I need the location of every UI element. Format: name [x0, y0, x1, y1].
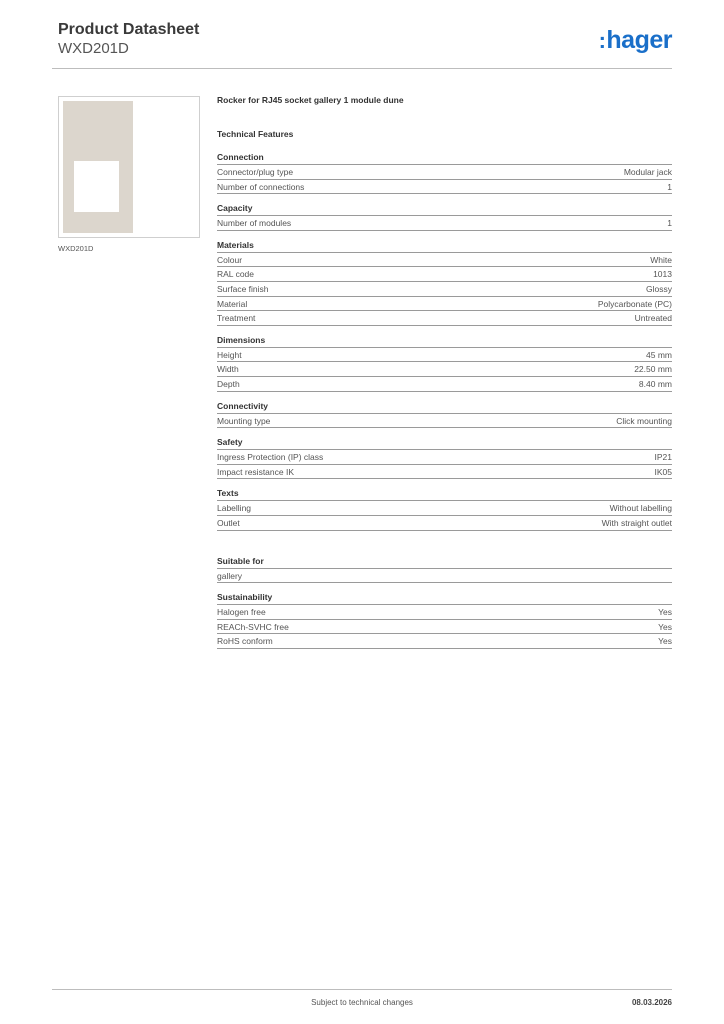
product-code: WXD201D: [58, 40, 129, 57]
spec-label: Treatment: [217, 313, 256, 324]
spec-row: [217, 605, 672, 620]
spec-value: Polycarbonate (PC): [597, 298, 672, 309]
spec-label: Connector/plug type: [217, 167, 294, 177]
spec-value: Glossy: [646, 283, 672, 294]
spec-label: RAL code: [217, 269, 255, 280]
spec-label: Halogen free: [217, 607, 266, 618]
spec-sections: [217, 151, 672, 649]
hager-logo: :hager: [598, 26, 672, 54]
spec-row: [217, 253, 672, 268]
section-title: Safety: [217, 436, 672, 450]
spec-row: [217, 516, 672, 531]
footer-date: 08.03.2026: [631, 998, 672, 1007]
spec-section: [217, 334, 672, 392]
header-divider: [52, 68, 672, 69]
spec-row: [217, 165, 672, 180]
spec-label: REACh-SVHC free: [217, 621, 289, 632]
spec-row: [217, 450, 672, 465]
spec-section: [217, 555, 672, 584]
section-title: Suitable for: [217, 555, 672, 569]
spec-value: With straight outlet: [601, 517, 672, 528]
product-name: Rocker for RJ45 socket gallery 1 module dune: [217, 95, 404, 105]
spec-label: RoHS conform: [217, 636, 273, 647]
logo-text: hager: [606, 26, 672, 54]
spec-value: Modular jack: [623, 167, 672, 177]
technical-features-title: Technical Features: [217, 129, 294, 139]
spec-label: Mounting type: [217, 415, 271, 426]
spec-section: [217, 239, 672, 326]
spec-value: IP21: [654, 452, 672, 463]
spec-section: [217, 487, 672, 530]
section-title: Capacity: [217, 202, 672, 216]
spec-label: Outlet: [217, 517, 240, 528]
page-title: Product Datasheet: [58, 21, 200, 38]
spec-label: Depth: [217, 378, 240, 389]
spec-row: [217, 634, 672, 649]
spec-row: [217, 282, 672, 297]
spec-value: Click mounting: [616, 415, 672, 426]
spec-row: [217, 180, 672, 195]
spec-row: [217, 216, 672, 231]
spec-section: [217, 202, 672, 231]
spec-value: 1: [667, 218, 672, 229]
spec-value: Yes: [658, 621, 672, 632]
section-title: Sustainability: [217, 591, 672, 605]
spec-label: Impact resistance IK: [217, 466, 295, 477]
spec-section: [217, 151, 672, 194]
spec-row: [217, 311, 672, 326]
spec-section: [217, 400, 672, 429]
spec-row: [217, 297, 672, 312]
spec-value: 22.50 mm: [634, 364, 672, 375]
spec-label: Width: [217, 364, 239, 375]
page-header: [58, 20, 199, 58]
section-title: Connection: [217, 151, 672, 165]
spec-section: [217, 436, 672, 479]
spec-label: Surface finish: [217, 283, 269, 294]
product-plate-image: [63, 101, 133, 233]
spec-value: 1: [667, 181, 672, 192]
footer-note: Subject to technical changes: [311, 998, 413, 1007]
spec-value: 8.40 mm: [638, 378, 672, 389]
spec-row: [217, 569, 672, 584]
spec-value: Yes: [658, 636, 672, 647]
spec-row: [217, 362, 672, 377]
spec-label: Number of modules: [217, 218, 292, 229]
spec-label: gallery: [217, 570, 243, 581]
section-title: Dimensions: [217, 334, 672, 348]
spec-value: Yes: [658, 607, 672, 618]
image-caption: WXD201D: [58, 244, 94, 253]
section-gap: [217, 531, 672, 547]
spec-value: White: [650, 254, 672, 265]
spec-value: 45 mm: [646, 349, 672, 360]
spec-label: Colour: [217, 254, 243, 265]
spec-label: Labelling: [217, 503, 252, 514]
spec-value: IK05: [654, 466, 672, 477]
section-title: Materials: [217, 239, 672, 253]
spec-label: Ingress Protection (IP) class: [217, 452, 324, 463]
footer-divider: [52, 989, 672, 990]
spec-row: [217, 620, 672, 635]
spec-row: [217, 348, 672, 363]
spec-label: Material: [217, 298, 248, 309]
spec-row: [217, 501, 672, 516]
spec-row: [217, 465, 672, 480]
spec-row: [217, 267, 672, 282]
spec-section: [217, 591, 672, 649]
spec-content: [217, 95, 672, 649]
spec-label: Number of connections: [217, 181, 305, 192]
spec-row: [217, 414, 672, 429]
product-image: [58, 96, 200, 238]
spec-label: Height: [217, 349, 242, 360]
section-title: Connectivity: [217, 400, 672, 414]
spec-row: [217, 377, 672, 392]
section-title: Texts: [217, 487, 672, 501]
spec-value: Without labelling: [609, 503, 672, 514]
spec-value: 1013: [653, 269, 672, 280]
socket-opening: [74, 161, 119, 212]
spec-value: Untreated: [634, 313, 672, 324]
